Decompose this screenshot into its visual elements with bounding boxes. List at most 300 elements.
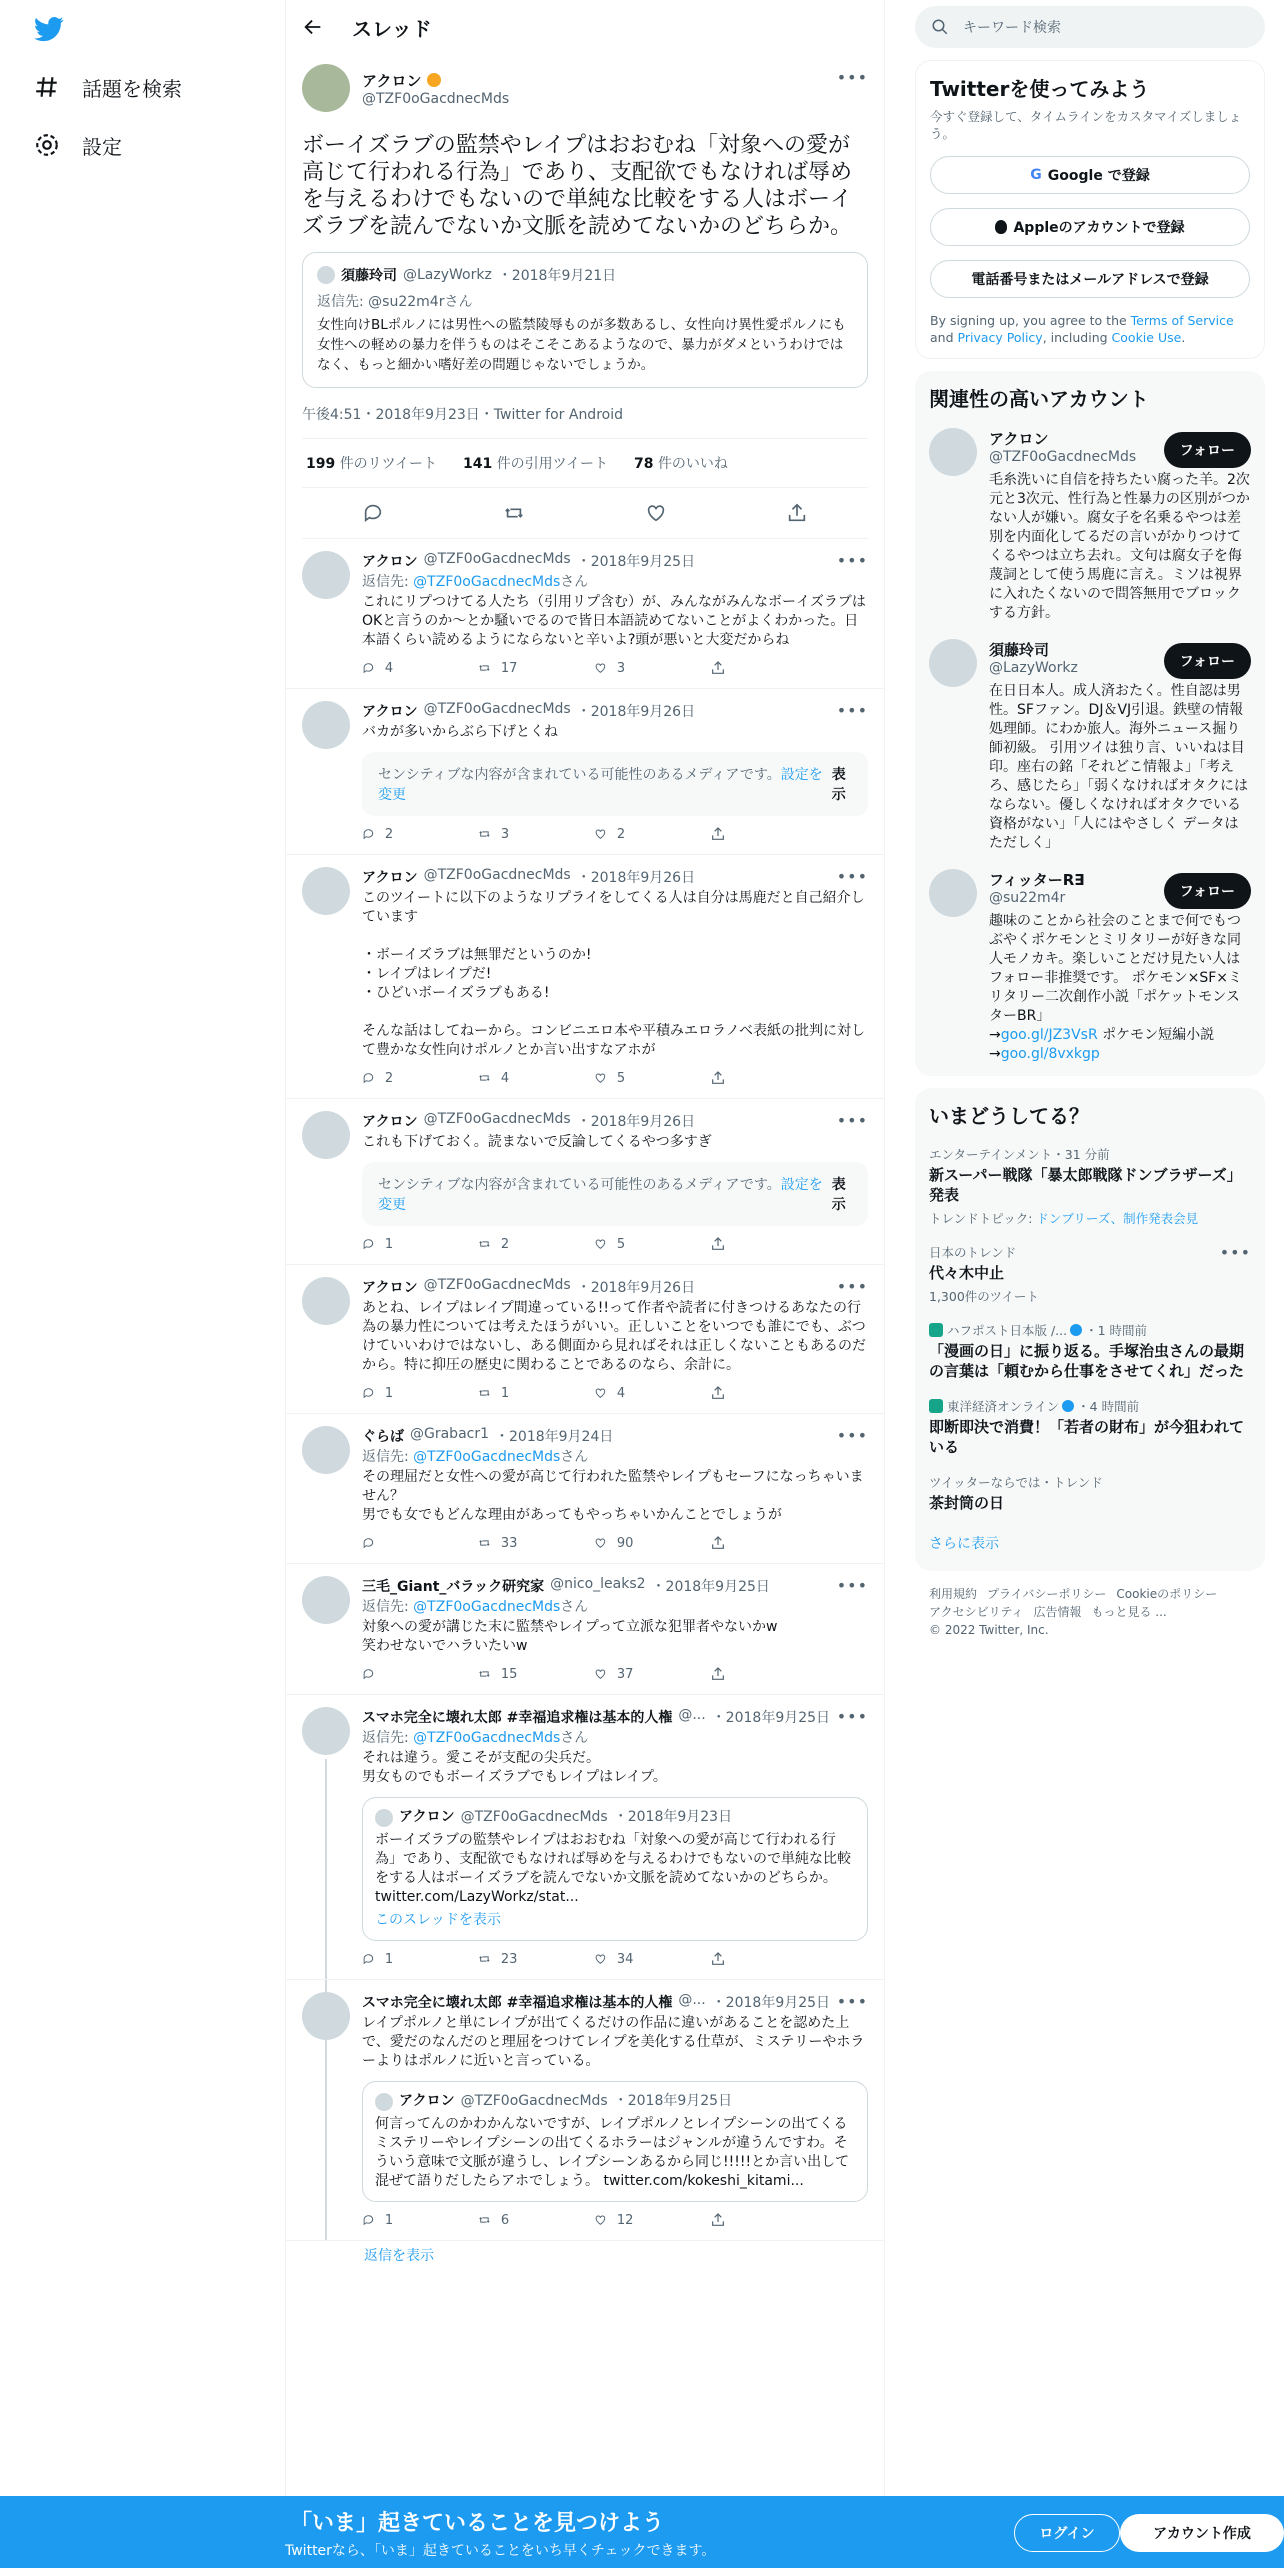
reply-count: 2 xyxy=(384,826,394,842)
reply-date[interactable]: ・2018年9月24日 xyxy=(495,1429,614,1445)
reply-tweet[interactable] xyxy=(286,1980,884,2241)
retweet-count: 23 xyxy=(500,1951,518,1967)
sensitive-media-warning xyxy=(362,1162,868,1226)
retweet-count: 1 xyxy=(500,1385,510,1401)
like-icon xyxy=(594,1951,607,1967)
reply-author-name[interactable]: スマホ完全に壊れ太郎 #幸福追求権は基本的人権 xyxy=(362,1995,673,2011)
account-item[interactable] xyxy=(929,428,1251,623)
reply-date[interactable]: ・2018年9月26日 xyxy=(576,1280,696,1296)
tweet-text: ボーイズラブの監禁やレイプはおおむね「対象への愛が高じて行われる行為」であり、支配欲でもなければ辱めを与えるわけでもないので単純な比較をする人はボーイズラブを読んでないか文脈を読めてないかのどちらか。 xyxy=(302,133,853,239)
author-handle[interactable]: @TZF0oGacdnecMds xyxy=(362,90,510,107)
retweet-icon xyxy=(478,1070,491,1086)
share-icon xyxy=(710,2212,726,2228)
like-count: 2 xyxy=(616,826,626,842)
more-icon[interactable]: ••• xyxy=(836,867,868,886)
account-avatar[interactable] xyxy=(929,639,977,687)
terms-and: and xyxy=(930,330,958,345)
account-link-suffix: ポケモン短編小説 xyxy=(1097,1027,1215,1043)
search-icon xyxy=(931,18,949,36)
more-icon[interactable]: ••• xyxy=(836,1111,868,1130)
retweet-icon xyxy=(478,1951,491,1967)
thread-line xyxy=(325,1759,327,1979)
quote-author-handle: @TZF0oGacdnecMds xyxy=(460,1809,608,1825)
quote-date: ・2018年9月21日 xyxy=(497,268,617,284)
more-icon[interactable]: ••• xyxy=(836,68,868,87)
reply-author-handle[interactable]: @TZF0oGacdnecMds xyxy=(423,701,571,717)
like-icon[interactable] xyxy=(645,502,667,524)
terms-link[interactable]: Terms of Service xyxy=(1130,313,1234,328)
reply-icon xyxy=(362,660,375,676)
replies-list xyxy=(286,539,884,2241)
trends-card xyxy=(915,1088,1265,1571)
like-count: 37 xyxy=(616,1666,634,1682)
account-handle[interactable]: @TZF0oGacdnecMds xyxy=(989,449,1137,465)
quoted-tweet[interactable] xyxy=(362,2081,868,2202)
account-link[interactable]: goo.gl/8vxkgp xyxy=(1000,1046,1100,1062)
reply-text: このツイートに以下のようなリプライをしてくる人は自分は馬鹿だと自己紹介しています ・ボーイズラブは無罪だというのか! ・レイプはレイプだ! ・ひどいボーイズラブもある! そんな話はしてねーから。コンビニエロ本や平積みエロラノベ表紙の批判に対して豊かな女性向けポルノとか言い出すなアホが xyxy=(362,890,866,1058)
show-more-link[interactable]: さらに表示 xyxy=(929,1536,999,1552)
reply-author-name[interactable]: スマホ完全に壊れ太郎 #幸福追求権は基本的人権 xyxy=(362,1710,673,1726)
show-thread-link[interactable]: このスレッドを表示 xyxy=(375,1912,501,1928)
reply-tweet[interactable] xyxy=(286,539,884,689)
like-icon xyxy=(594,826,607,842)
more-icon[interactable]: ••• xyxy=(1219,1243,1251,1262)
retweet-count: 15 xyxy=(500,1666,518,1682)
reply-tweet[interactable] xyxy=(286,1099,884,1265)
reply-actions xyxy=(362,1666,868,1682)
reply-actions xyxy=(362,1385,868,1401)
author-name[interactable]: アクロン xyxy=(362,71,422,90)
reply-text: これも下げておく。読まないで反論してくるやつ多すぎ xyxy=(362,1134,712,1150)
reply-count: 2 xyxy=(384,1070,394,1086)
reply-to-handle[interactable]: @TZF0oGacdnecMds xyxy=(413,1730,561,1746)
nav-explore[interactable] xyxy=(34,72,182,102)
reply-avatar[interactable] xyxy=(302,1576,350,1624)
like-button[interactable] xyxy=(594,660,710,676)
retweet-count: 4 xyxy=(500,1070,510,1086)
reply-tweet[interactable] xyxy=(286,1265,884,1414)
reply-button[interactable] xyxy=(362,1236,478,1252)
account-bio: 在日日本人。成人済おたく。性自認は男性。SFファン。DJ＆VJ引退。鉄壁の情報処理師。にわか旅人。海外ニュース掘り師初級。 引用ツイは独り言、いいねは目印。座右の銘「それどこ情報よ」「考えろ、感じたら」「弱くなければオタクにはならない。優しくなければオタクでいる資格がない」「人にはやさしく データはただしく」 xyxy=(989,683,1248,851)
privacy-link[interactable]: Privacy Policy xyxy=(957,330,1043,345)
reply-author-name[interactable]: アクロン xyxy=(362,704,418,720)
reply-button[interactable] xyxy=(362,1070,478,1086)
account-links: →goo.gl/JZ3VsR ポケモン短編小説 →goo.gl/8vxkgp xyxy=(989,1027,1215,1062)
stat-likes[interactable] xyxy=(634,453,728,473)
reply-actions xyxy=(362,1951,868,1967)
reply-date[interactable]: ・2018年9月25日 xyxy=(576,554,696,570)
reply-tweet[interactable] xyxy=(286,1564,884,1695)
quoted-tweet[interactable] xyxy=(302,252,868,388)
reply-author-name[interactable]: ぐらば xyxy=(362,1429,404,1445)
reply-count: 1 xyxy=(384,2212,394,2228)
share-button[interactable] xyxy=(710,1385,826,1401)
reply-icon xyxy=(362,1535,375,1551)
account-name[interactable]: フィッターR∃ xyxy=(989,871,1085,889)
footer-link[interactable]: Cookieのポリシー xyxy=(1116,1587,1218,1601)
retweet-count: 6 xyxy=(500,2212,510,2228)
reply-date[interactable]: ・2018年9月25日 xyxy=(711,1995,831,2011)
like-count: 12 xyxy=(616,2212,634,2228)
footer-link[interactable]: 利用規約 xyxy=(929,1587,978,1601)
more-icon[interactable]: ••• xyxy=(836,1992,868,2011)
share-icon xyxy=(710,1951,726,1967)
reply-author-handle[interactable]: @Grabacr1 xyxy=(410,1426,490,1442)
reply-author-handle[interactable]: @TZF0oGacdnecMds xyxy=(423,867,571,883)
reply-icon xyxy=(362,1070,375,1086)
reply-to-prefix: 返信先: xyxy=(362,1449,414,1465)
avatar[interactable] xyxy=(302,64,350,112)
change-settings-link[interactable]: 設定を変更 xyxy=(378,767,823,803)
banner-title: 「いま」起きていることを見つけよう xyxy=(290,2511,665,2536)
like-button[interactable] xyxy=(594,826,710,842)
tweet-meta[interactable]: 午後4:51・2018年9月23日・Twitter for Android xyxy=(302,404,868,439)
signup-card xyxy=(915,60,1265,359)
share-icon xyxy=(710,1070,726,1086)
back-arrow-icon[interactable] xyxy=(302,16,324,38)
account-item[interactable] xyxy=(929,639,1251,853)
cookie-link[interactable]: Cookie Use xyxy=(1111,330,1182,345)
retweet-button[interactable] xyxy=(478,1385,594,1401)
retweet-icon[interactable] xyxy=(503,502,525,524)
share-button[interactable] xyxy=(710,2212,826,2228)
stat-quotes-count: 141 xyxy=(463,456,493,472)
reply-text: 対象への愛が講じた末に監禁やレイプって立派な犯罪者やないかw 笑わせないでハラいたいw xyxy=(362,1619,778,1654)
share-button[interactable] xyxy=(710,1951,826,1967)
show-replies-link[interactable]: 返信を表示 xyxy=(364,2248,434,2264)
footer-link[interactable]: アクセシビリティ xyxy=(929,1605,1024,1619)
reply-tweet[interactable] xyxy=(286,1414,884,1564)
retweet-icon xyxy=(478,1666,491,1682)
reply-date[interactable]: ・2018年9月26日 xyxy=(576,704,696,720)
reply-author-handle[interactable]: @... xyxy=(678,1707,706,1723)
like-button[interactable] xyxy=(594,1535,710,1551)
more-icon[interactable]: ••• xyxy=(836,1707,868,1726)
retweet-icon xyxy=(478,1236,491,1252)
follow-button[interactable]: フォロー xyxy=(1164,643,1251,679)
quote-avatar xyxy=(375,2093,393,2111)
trend-time: ・1 時間前 xyxy=(1085,1323,1148,1338)
author-name-row[interactable] xyxy=(362,70,509,91)
account-link[interactable]: goo.gl/JZ3VsR xyxy=(1000,1027,1098,1043)
signup-button[interactable]: アカウント作成 xyxy=(1120,2514,1284,2552)
reply-icon xyxy=(362,1385,375,1401)
trend-item[interactable] xyxy=(929,1321,1251,1381)
source-logo-icon xyxy=(929,1399,943,1413)
reply-to-line xyxy=(362,1727,868,1747)
like-count: 34 xyxy=(616,1951,634,1967)
share-button[interactable] xyxy=(710,826,826,842)
google-signup-label: Google で登録 xyxy=(1047,168,1150,184)
reply-date[interactable]: ・2018年9月26日 xyxy=(576,870,696,886)
google-icon: G xyxy=(1030,167,1042,183)
thread-column xyxy=(285,0,885,2568)
trend-title: 茶封筒の日 xyxy=(929,1494,1005,1512)
terms-end: . xyxy=(1181,330,1186,345)
reply-text: これにリプつけてる人たち（引用リプ含む）が、みんながみんなボーイズラブはOKと言うのか〜とか騒いでるので皆日本語読めてないことがよくわかった。日本語くらい読めるようにならないと辛いよ?頭が悪いと大変だからね xyxy=(362,594,866,648)
reply-to-suffix: さん xyxy=(560,1449,589,1465)
reply-button[interactable] xyxy=(362,1385,478,1401)
stat-retweets[interactable] xyxy=(306,453,437,473)
trend-extra xyxy=(929,1209,1251,1227)
reply-count: 1 xyxy=(384,1385,394,1401)
like-count: 5 xyxy=(616,1236,626,1252)
reply-actions xyxy=(362,1535,868,1551)
quote-author-handle: @LazyWorkz xyxy=(403,267,492,283)
trend-title: 新スーパー戦隊「暴太郎戦隊ドンブラザーズ」発表 xyxy=(929,1166,1242,1204)
reply-text: それは違う。愛こそが支配の尖兵だ。 男女ものでもボーイズラブでもレイプはレイプ。 xyxy=(362,1750,667,1785)
account-bio: 趣味のことから社会のことまで何でもつぶやくポケモンとミリタリーが好きな同人モノカキ。楽しいことだけ見たい人はフォロー非推奨です。 ポケモン×SF×ミリタリー二次創作小説「ポケットモンスターBR」 xyxy=(989,913,1243,1024)
tweet-actions xyxy=(302,488,868,539)
signup-banner xyxy=(0,2496,1284,2568)
trend-source xyxy=(929,1243,1251,1261)
reply-text: バカが多いからぶら下げとくね xyxy=(362,724,558,740)
like-count: 90 xyxy=(616,1535,634,1551)
reply-author-handle[interactable]: @... xyxy=(678,1992,706,2008)
reply-date[interactable]: ・2018年9月26日 xyxy=(576,1114,696,1130)
reply-tweet[interactable] xyxy=(286,689,884,855)
quote-date: ・2018年9月23日 xyxy=(613,1809,733,1825)
retweet-button[interactable] xyxy=(478,2212,594,2228)
footer-link[interactable]: © 2022 Twitter, Inc. xyxy=(929,1623,1049,1637)
reply-author-name[interactable]: アクロン xyxy=(362,1114,418,1130)
reply-date[interactable]: ・2018年9月25日 xyxy=(651,1579,770,1595)
retweet-button[interactable] xyxy=(478,826,594,842)
footer-link[interactable]: プライバシーポリシー xyxy=(987,1587,1107,1601)
quote-reply-to: 返信先: @su22m4rさん xyxy=(317,294,473,310)
account-handle[interactable]: @su22m4r xyxy=(989,890,1066,906)
trend-source xyxy=(929,1145,1251,1163)
more-icon[interactable]: ••• xyxy=(836,1576,868,1595)
reply-icon xyxy=(362,2212,375,2228)
reply-to-line xyxy=(362,1596,868,1616)
reply-button[interactable] xyxy=(362,826,478,842)
quote-author-name: アクロン xyxy=(399,1809,455,1825)
account-name[interactable]: アクロン xyxy=(989,430,1049,448)
account-bio: 毛糸洗いに自信を持ちたい腐った羊。2次元と3次元、性行為と性暴力の区別がつかない人が嫌い。腐女子を名乗るやつは差別を内面化してるだの言いがかりつけてくるやつは立ち去れ。文句は腐女子を侮蔑詞として使う馬鹿に言え。ミソは視界に入れたくないので問答無用でブロックする方針。 xyxy=(989,472,1250,621)
right-sidebar xyxy=(915,0,1265,1639)
reply-author-name[interactable]: 三毛_Giant_バラック研究家 xyxy=(362,1579,545,1595)
stat-retweets-label: 件のリツイート xyxy=(339,456,437,472)
reply-avatar[interactable] xyxy=(302,701,350,749)
verified-icon xyxy=(1070,1324,1082,1336)
like-icon xyxy=(594,1535,607,1551)
reply-actions xyxy=(362,660,868,676)
reply-to-line xyxy=(362,571,868,591)
apple-signup-label: Appleのアカウントで登録 xyxy=(1013,220,1185,236)
nav-settings-label: 設定 xyxy=(82,134,122,159)
like-button[interactable] xyxy=(594,1385,710,1401)
sensitive-text: センシティブな内容が含まれている可能性のあるメディアです。 xyxy=(378,767,781,783)
reply-actions xyxy=(362,1070,868,1086)
like-button[interactable] xyxy=(594,1236,710,1252)
share-button[interactable] xyxy=(710,1236,826,1252)
reply-button[interactable] xyxy=(362,1535,478,1551)
stat-retweets-count: 199 xyxy=(306,456,336,472)
like-button[interactable] xyxy=(594,2212,710,2228)
reply-date[interactable]: ・2018年9月25日 xyxy=(711,1710,831,1726)
search-input[interactable]: キーワード検索 xyxy=(963,20,1061,36)
reply-avatar[interactable] xyxy=(302,1277,350,1325)
reply-text: その理屈だと女性への愛が高じて行われた監禁やレイプもセーフになっちゃいません？ 男でも女でもどんな理由があってもやっちゃいかんことでしょうが xyxy=(362,1469,864,1523)
account-item[interactable] xyxy=(929,869,1251,1064)
retweet-button[interactable] xyxy=(478,1535,594,1551)
nav-settings[interactable] xyxy=(34,130,122,160)
trend-time: ・4 時間前 xyxy=(1077,1399,1140,1414)
reply-button[interactable] xyxy=(362,2212,478,2228)
trend-extra-text: トレンドトピック: xyxy=(929,1211,1037,1226)
trend-title: 「漫画の日」に振り返る。手塚治虫さんの最期の言葉は「頼むから仕事をさせてくれ」だった xyxy=(929,1342,1245,1380)
share-button[interactable] xyxy=(710,1666,826,1682)
reply-icon[interactable] xyxy=(362,502,384,524)
quoted-tweet[interactable] xyxy=(362,1797,868,1941)
reply-avatar[interactable] xyxy=(302,1111,350,1159)
reply-to-handle[interactable]: @TZF0oGacdnecMds xyxy=(413,1599,561,1615)
quote-text: ボーイズラブの監禁やレイプはおおむね「対象への愛が高じて行われる行為」であり、支配欲でもなければ辱めを与えるわけでもないので単純な比較をする人はボーイズラブを読んでないか文脈を読めてないかのどちらか。 twitter.com/LazyWorkz/stat... xyxy=(375,1832,851,1905)
account-avatar[interactable] xyxy=(929,869,977,917)
retweet-icon xyxy=(478,826,491,842)
trends-title: いまどうしてる？ xyxy=(929,1104,1089,1128)
trend-category: エンターテインメント・31 分前 xyxy=(929,1147,1110,1162)
reply-avatar[interactable] xyxy=(302,1426,350,1474)
reply-author-name[interactable]: アクロン xyxy=(362,870,418,886)
twitter-logo-icon[interactable] xyxy=(34,14,64,44)
nav-explore-label: 話題を検索 xyxy=(82,76,182,101)
trend-title: 代々木中止 xyxy=(929,1264,1005,1282)
like-button[interactable] xyxy=(594,1951,710,1967)
page-title: スレッド xyxy=(352,16,432,41)
reply-icon xyxy=(362,1666,375,1682)
reply-author-handle[interactable]: @TZF0oGacdnecMds xyxy=(423,1111,571,1127)
reply-button[interactable] xyxy=(362,1951,478,1967)
terms-text: By signing up, you agree to the xyxy=(930,313,1131,328)
reply-actions xyxy=(362,1236,868,1252)
like-button[interactable] xyxy=(594,1666,710,1682)
search-box[interactable] xyxy=(915,6,1265,48)
like-icon xyxy=(594,2212,607,2228)
reply-button[interactable] xyxy=(362,1666,478,1682)
trend-item[interactable] xyxy=(929,1243,1251,1305)
retweet-button[interactable] xyxy=(478,1666,594,1682)
quote-text: 何言ってんのかわかんないですが、レイプポルノとレイプシーンの出てくるミステリーやレイプシーンの出てくるホラーはジャンルが違うんですわ。そういう意味で文脈が違うし、レイプシーンあるから同じ!!!!!とか言い出して混ぜて語りだしたらアホでしょう。 twitter.com/kokeshi_kitami... xyxy=(375,2116,850,2189)
apple-signup-button[interactable] xyxy=(930,208,1250,246)
account-name[interactable]: 須藤玲司 xyxy=(989,641,1050,659)
like-count: 5 xyxy=(616,1070,626,1086)
reply-avatar[interactable] xyxy=(302,1707,350,1755)
share-icon xyxy=(710,1666,726,1682)
retweet-button[interactable] xyxy=(478,660,594,676)
phone-signup-label: 電話番号またはメールアドレスで登録 xyxy=(971,272,1209,288)
reply-tweet[interactable] xyxy=(286,855,884,1099)
sensitive-media-warning xyxy=(362,752,868,816)
account-avatar[interactable] xyxy=(929,428,977,476)
stat-likes-count: 78 xyxy=(634,456,654,472)
reply-author-handle[interactable]: @nico_leaks2 xyxy=(550,1576,646,1592)
reply-to-handle[interactable]: @TZF0oGacdnecMds xyxy=(413,1449,561,1465)
retweet-icon xyxy=(478,2212,491,2228)
reply-count: 4 xyxy=(384,660,394,676)
footer-link[interactable]: 広告情報 xyxy=(1033,1605,1082,1619)
quote-avatar xyxy=(317,266,335,284)
retweet-count: 33 xyxy=(500,1535,518,1551)
follow-button[interactable]: フォロー xyxy=(1164,432,1251,468)
reply-to-suffix: さん xyxy=(560,1730,589,1746)
reply-author-handle[interactable]: @TZF0oGacdnecMds xyxy=(423,551,571,567)
apple-icon xyxy=(995,220,1007,234)
reply-author-name[interactable]: アクロン xyxy=(362,554,418,570)
reply-tweet[interactable] xyxy=(286,1695,884,1980)
like-icon xyxy=(594,1666,607,1682)
google-signup-button[interactable] xyxy=(930,156,1250,194)
source-logo-icon xyxy=(929,1323,943,1337)
more-icon[interactable]: ••• xyxy=(836,1426,868,1445)
show-media-button[interactable]: 表示 xyxy=(826,764,853,804)
quote-author-name: アクロン xyxy=(399,2093,455,2109)
reply-avatar[interactable] xyxy=(302,867,350,915)
share-icon[interactable] xyxy=(786,502,808,524)
trend-item[interactable] xyxy=(929,1397,1251,1457)
retweet-count: 3 xyxy=(500,826,510,842)
trend-item[interactable] xyxy=(929,1473,1251,1513)
reply-to-handle[interactable]: @TZF0oGacdnecMds xyxy=(413,574,561,590)
retweet-button[interactable] xyxy=(478,1070,594,1086)
account-handle[interactable]: @LazyWorkz xyxy=(989,660,1078,676)
reply-author-name[interactable]: アクロン xyxy=(362,1280,418,1296)
verified-icon xyxy=(1062,1400,1074,1412)
share-button[interactable] xyxy=(710,660,826,676)
thread-line xyxy=(325,1980,327,2240)
reply-icon xyxy=(362,1236,375,1252)
follow-button[interactable]: フォロー xyxy=(1164,873,1251,909)
more-icon[interactable]: ••• xyxy=(836,701,868,720)
stat-quotes[interactable] xyxy=(463,453,608,473)
thread-header xyxy=(286,0,884,54)
trend-category: ツイッターならでは・トレンド xyxy=(929,1475,1103,1490)
reply-text: レイプポルノと単にレイプが出てくるだけの作品に違いがあることを認めた上で、愛だのなんだのと理屈をつけてレイプを美化する仕草が、ミステリーやホラーよりはポルノに近いと言っている。 xyxy=(362,2015,865,2069)
phone-signup-button[interactable] xyxy=(930,260,1250,298)
more-icon[interactable]: ••• xyxy=(836,551,868,570)
login-button[interactable]: ログイン xyxy=(1014,2514,1120,2552)
like-button[interactable] xyxy=(594,1070,710,1086)
reply-avatar[interactable] xyxy=(302,551,350,599)
signup-title: Twitterを使ってみよう xyxy=(930,77,1150,101)
trend-topic-link[interactable]: ドンブリーズ、制作発表会見 xyxy=(1036,1211,1199,1226)
trend-extra-text: 1,300件のツイート xyxy=(929,1289,1039,1304)
more-icon[interactable]: ••• xyxy=(836,1277,868,1296)
reply-to-prefix: 返信先: xyxy=(362,1599,414,1615)
footer-link[interactable]: もっと見る ... xyxy=(1091,1605,1167,1619)
share-button[interactable] xyxy=(710,1535,826,1551)
signup-terms xyxy=(930,312,1250,346)
trend-extra xyxy=(929,1287,1251,1305)
share-button[interactable] xyxy=(710,1070,826,1086)
retweet-icon xyxy=(478,1535,491,1551)
share-icon xyxy=(710,1535,726,1551)
reply-author-handle[interactable]: @TZF0oGacdnecMds xyxy=(423,1277,571,1293)
reply-button[interactable] xyxy=(362,660,478,676)
banner-sub: Twitterなら、「いま」起きていることをいち早くチェックできます。 xyxy=(285,2543,716,2559)
show-media-button[interactable]: 表示 xyxy=(826,1174,853,1214)
retweet-button[interactable] xyxy=(478,1236,594,1252)
trend-category: ハフポスト日本版 /... xyxy=(947,1323,1068,1338)
trend-item[interactable] xyxy=(929,1145,1251,1227)
change-settings-link[interactable]: 設定を変更 xyxy=(378,1177,823,1213)
retweet-button[interactable] xyxy=(478,1951,594,1967)
share-icon xyxy=(710,1236,726,1252)
share-icon xyxy=(710,660,726,676)
quote-author-name: 須藤玲司 xyxy=(341,268,397,284)
reply-to-prefix: 返信先: xyxy=(362,574,414,590)
